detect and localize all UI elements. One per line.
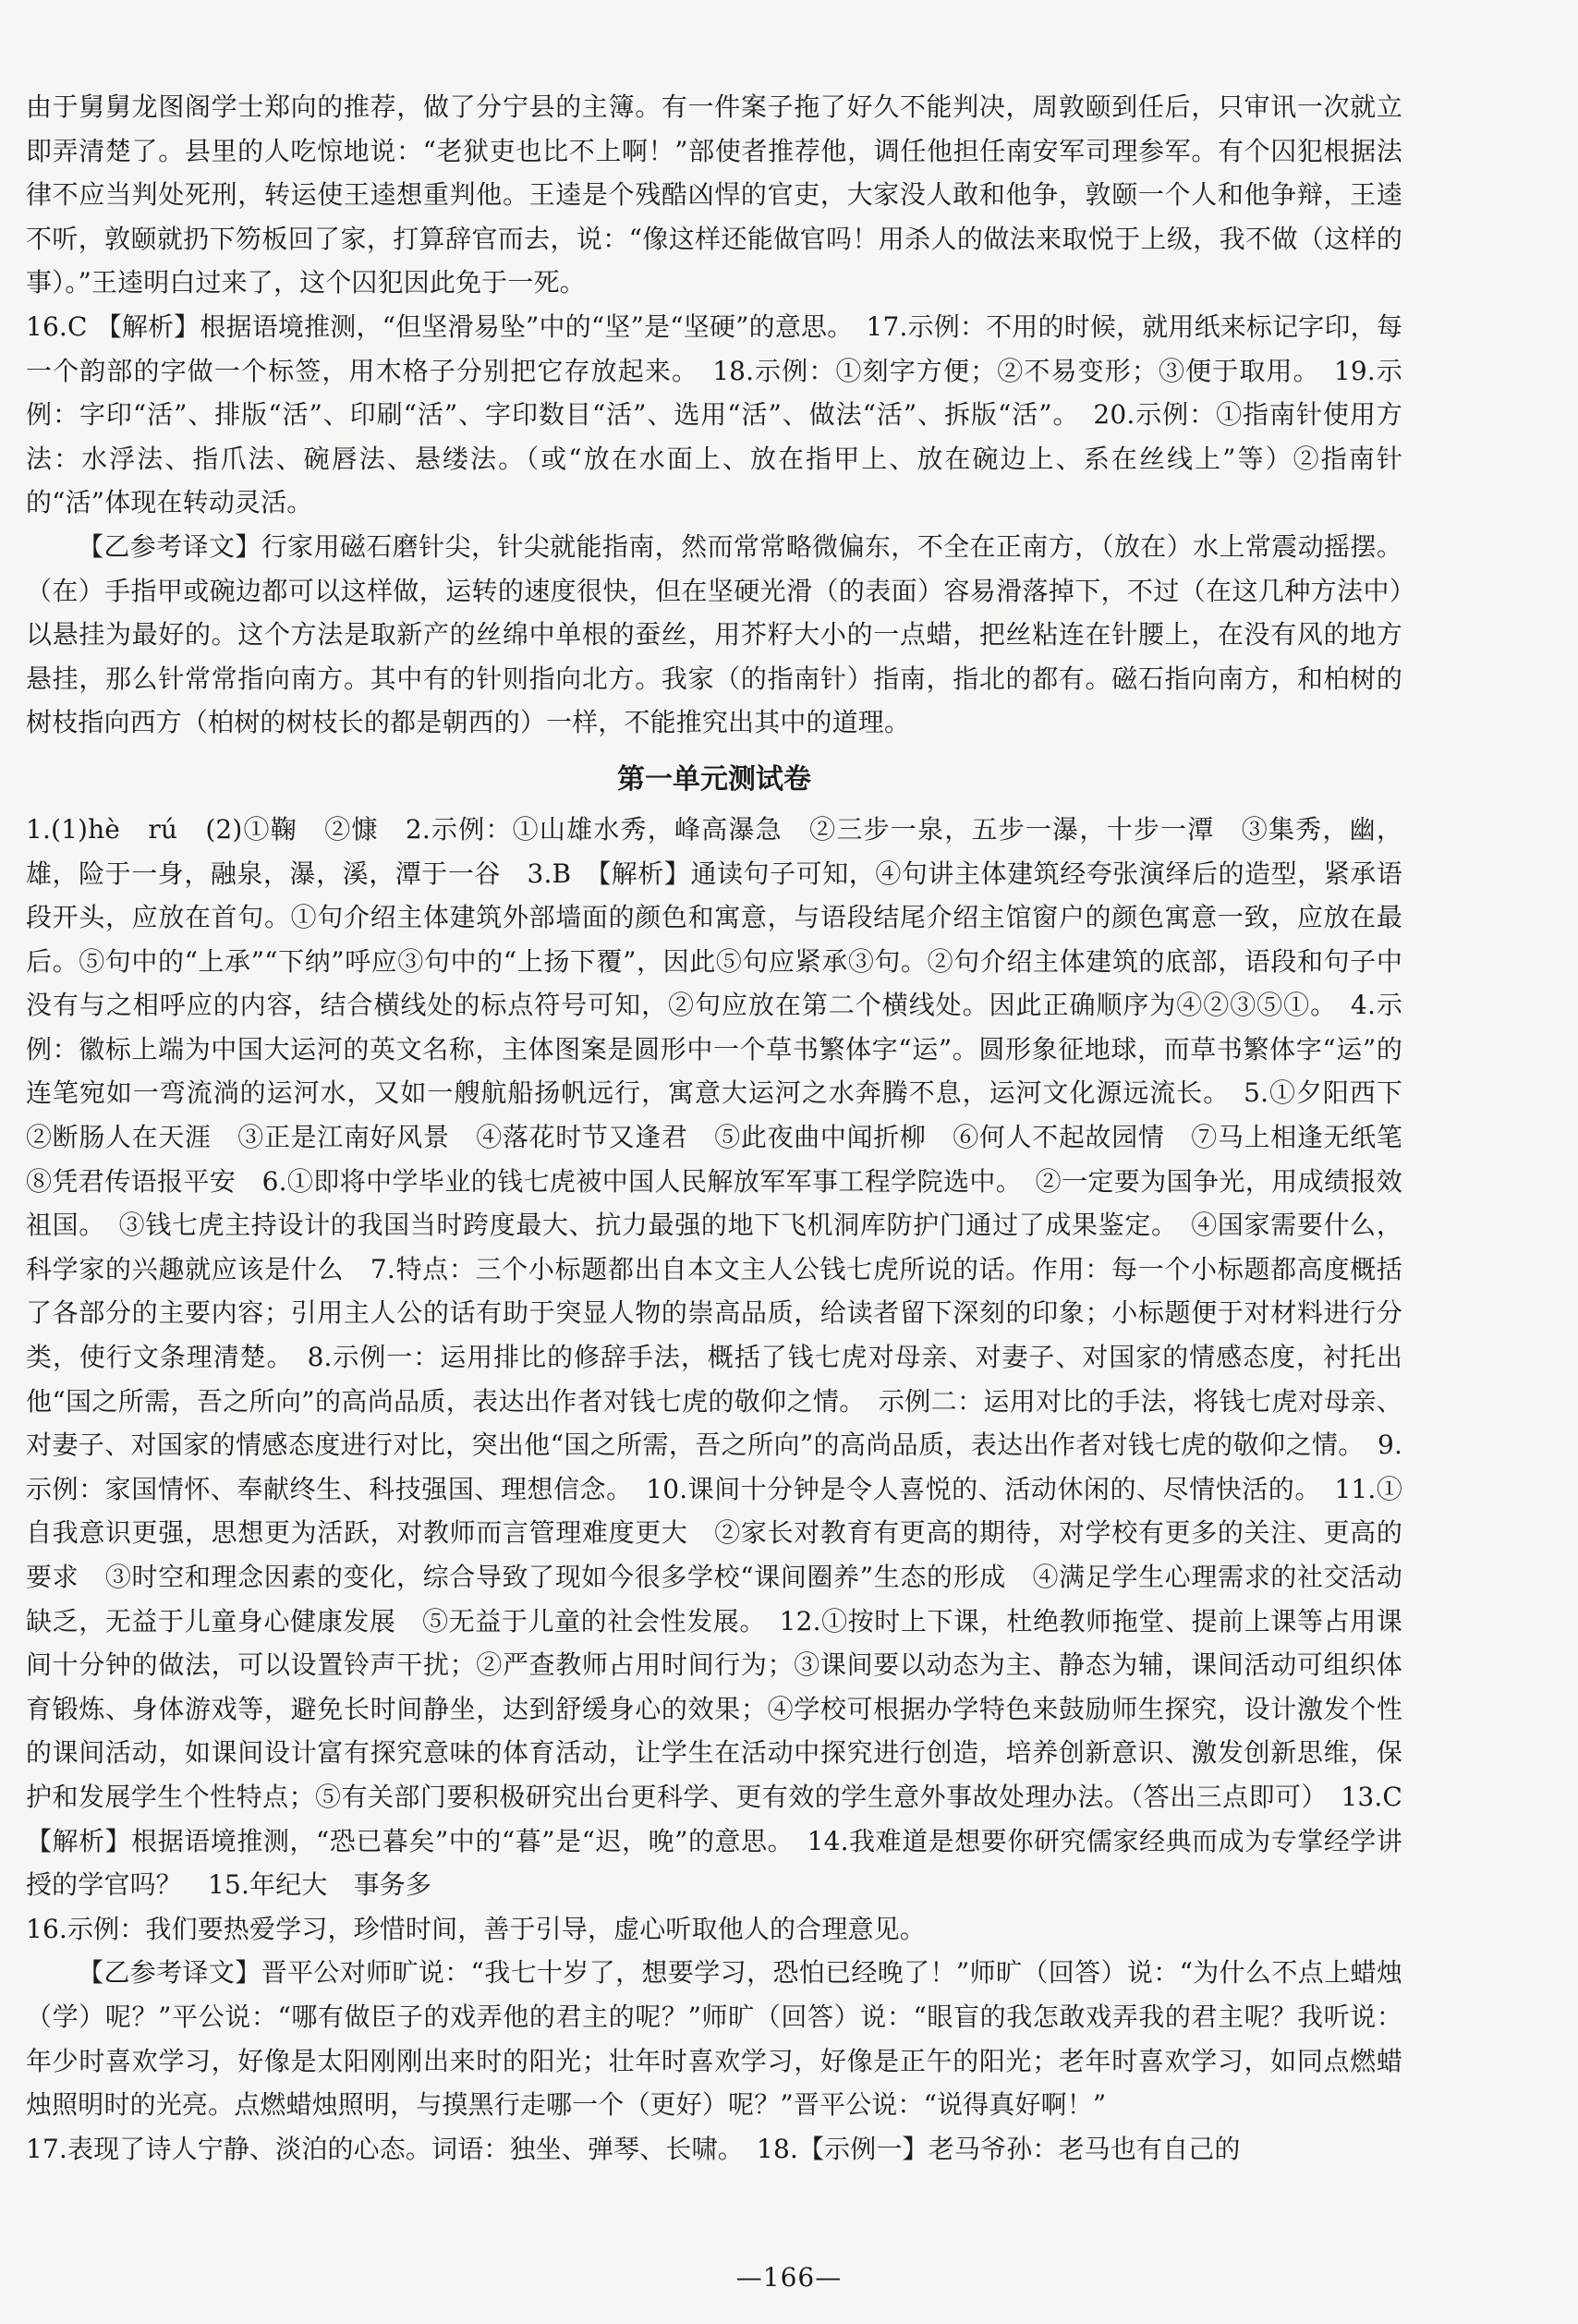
unit-answers-1-15: 1.(1)hè rú (2)①鞠 ②慷 2.示例：①山雄水秀，峰高瀑急 ②三步一泉，五步一瀑，十步一潭 ③集秀，幽，雄，险于一身，融泉，瀑，溪，潭于一谷 3.B 【解析】通读句子可知，④句讲主体建筑经夸张演绎后的造型，紧承语段开头，应放在首句。①句介绍主体建筑外部墙面的颜色和寓意，与语段结尾介绍主馆窗户的颜色寓意一致，应放在最后。⑤句中的“上承”“下纳”呼应③句中的“上扬下覆”，因此⑤句应紧承③句。②句介绍主体建筑的底部，语段和句子中没有与之相呼应的内容，结合横线处的标点符号可知，②句应放在第二个横线处。因此正确顺序为④②③⑤①。 4.示例：徽标上端为中国大运河的英文名称，主体图案是圆形中一个草书繁体字“运”。圆形象征地球，而草书繁体字“运”的连笔宛如一弯流淌的运河水，又如一艘航船扬帆远行，寓意大运河之水奔腾不息，运河文化源远流长。 5.①夕阳西下 ②断肠人在天涯 ③正是江南好风景 ④落花时节又逢君 ⑤此夜曲中闻折柳 ⑥何人不起故园情 ⑦马上相逢无纸笔 ⑧凭君传语报平安 6.①即将中学毕业的钱七虎被中国人民解放军军事工程学院选中。 ②一定要为国争光，用成绩报效祖国。 ③钱七虎主持设计的我国当时跨度最大、抗力最强的地下飞机洞库防护门通过了成果鉴定。 ④国家需要什么，科学家的兴趣就应该是什么 7.特点：三个小标题都出自本文主人公钱七虎所说的话。作用：每一个小标题都高度概括了各部分的主要内容；引用主人公的话有助于突显人物的崇高品质，给读者留下深刻的印象；小标题便于对材料进行分类，使行文条理清楚。 8.示例一：运用排比的修辞手法，概括了钱七虎对母亲、对妻子、对国家的情感态度，衬托出他“国之所需，吾之所向”的高尚品质，表达出作者对钱七虎的敬仰之情。 示例二：运用对比的手法，将钱七虎对母亲、对妻子、对国家的情感态度进行对比，突出他“国之所需，吾之所向”的高尚品质，表达出作者对钱七虎的敬仰之情。 9.示例：家国情怀、奉献终生、科技强国、理想信念。 10.课间十分钟是令人喜悦的、活动休闲的、尽情快活的。 11.①自我意识更强，思想更为活跃，对教师而言管理难度更大 ②家长对教育有更高的期待，对学校有更多的关注、更高的要求 ③时空和理念因素的变化，综合导致了现如今很多学校“课间圈养”生态的形成 ④满足学生心理需求的社交活动缺乏，无益于儿童身心健康发展 ⑤无益于儿童的社会性发展。 12.①按时上下课，杜绝教师拖堂、提前上课等占用课间十分钟的做法，可以设置铃声干扰；②严查教师占用时间行为；③课间要以动态为主、静态为辅，课间活动可组织体育锻炼、身体游戏等，避免长时间静坐，达到舒缓身心的效果；④学校可根据办学特色来鼓励师生探究，设计激发个性的课间活动，如课间设计富有探究意味的体育活动，让学生在活动中探究进行创造，培养创新意识、激发创新思维，保护和发展学生个性特点；⑤有关部门要积极研究出台更科学、更有效的学生意外事故处理办法。（答出三点即可） 13.C 【解析】根据语境推测，“恐已暮矣”中的“暮”是“迟，晚”的意思。 14.我难道是想要你研究儒家经典而成为专掌经学讲授的学官吗？ 15.年纪大 事务多 xyxy=(26,813,1429,1901)
section-title: 第一单元测试卷 xyxy=(617,762,811,796)
unit-translation-yi: 【乙参考译文】晋平公对师旷说：“我七十岁了，想要学习，恐怕已经晚了！”师旷（回答）说：“为什么不点上蜡烛（学）呢？”平公说：“哪有做臣子的戏弄他的君主的呢？”师旷（回答）说：“眼盲的我怎敢戏弄我的君主呢？我听说：年少时喜欢学习，好像是太阳刚刚出来时的阳光；壮年时喜欢学习，好像是正午的阳光；老年时喜欢学习，如同点燃蜡烛照明时的光亮。点燃蜡烛照明，与摸黑行走哪一个（更好）呢？”晋平公说：“说得真好啊！” xyxy=(26,1957,1402,2121)
answers-16-20: 16.C 【解析】根据语境推测，“但坚滑易坠”中的“坚”是“坚硬”的意思。 17.示例：不用的时候，就用纸来标记字印，每一个韵部的字做一个标签，用木格子分别把它存放起来。 18.示例：①刻字方便；②不易变形；③便于取用。 19.示例：字印“活”、排版“活”、印刷“活”、字印数目“活”、选用“活”、做法“活”、拆版“活”。 20.示例：①指南针使用方法：水浮法、指爪法、碗唇法、悬缕法。（或“放在水面上、放在指甲上、放在碗边上、系在丝线上”等）②指南针的“活”体现在转动灵活。 xyxy=(26,310,1402,518)
unit-answer-16: 16.示例：我们要热爱学习，珍惜时间，善于引导，虚心听取他人的合理意见。 xyxy=(26,1913,926,1944)
translation-continuation: 由于舅舅龙图阁学士郑向的推荐，做了分宁县的主簿。有一件案子拖了好久不能判决，周敦颐到任后，只审讯一次就立即弄清楚了。县里的人吃惊地说：“老狱吏也比不上啊！”部使者推荐他，调任他担任南安军司理参军。有个囚犯根据法律不应当判处死刑，转运使王逵想重判他。王逵是个残酷凶悍的官吏，大家没人敢和他争，敦颐一个人和他争辩，王逵不听，敦颐就扔下笏板回了家，打算辞官而去，说：“像这样还能做官吗！用杀人的做法来取悦于上级，我不做（这样的事）。”王逵明白过来了，这个囚犯因此免于一死。 xyxy=(26,91,1402,298)
unit-answers-17-18: 17.表现了诗人宁静、淡泊的心态。词语：独坐、弹琴、长啸。 18.【示例一】老马爷孙：老马也有自己的 xyxy=(26,2133,1241,2164)
page-number: —166— xyxy=(735,2262,843,2293)
translation-yi: 【乙参考译文】行家用磁石磨针尖，针尖就能指南，然而常常略微偏东，不全在正南方，（放在）水上常震动摇摆。（在）手指甲或碗边都可以这样做，运转的速度很快，但在坚硬光滑（的表面）容易滑落掉下，不过（在这几种方法中）以悬挂为最好的。这个方法是取新产的丝绵中单根的蚕丝，用芥籽大小的一点蜡，把丝粘连在针腰上，在没有风的地方悬挂，那么针常常指向南方。其中有的针则指向北方。我家（的指南针）指南，指北的都有。磁石指向南方，和柏树的树枝指向西方（柏树的树枝长的都是朝西的）一样，不能推究出其中的道理。 xyxy=(26,530,1402,738)
page-content xyxy=(26,85,1429,2171)
